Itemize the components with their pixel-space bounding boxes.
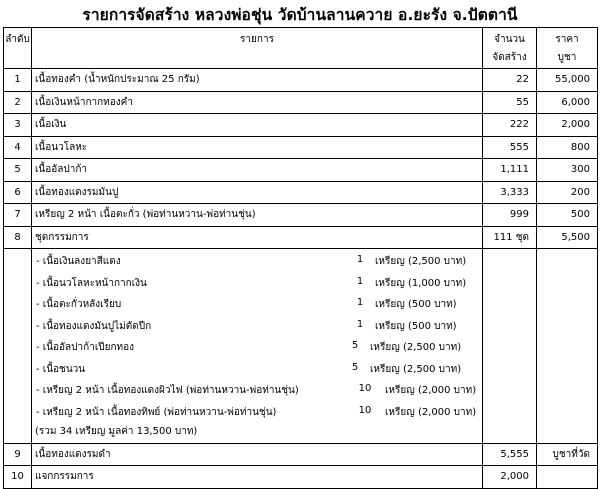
row-item: เหรียญ 2 หน้า เนื้อตะกั่ว (พ่อท่านหวาน-พ่อท่านชุ่น) xyxy=(32,204,483,227)
row-price xyxy=(537,466,598,489)
row-no: 10 xyxy=(4,466,32,489)
row-item: เนื้ออัลปาก้า xyxy=(32,159,483,182)
set-item-price-cell xyxy=(537,378,598,400)
set-item-row xyxy=(4,314,598,336)
set-item-name: - เนื้อเงินลงยาสีแดง xyxy=(36,256,121,267)
set-item-row xyxy=(4,292,598,314)
set-item-price-cell xyxy=(537,271,598,293)
set-item-detail: เหรียญ (2,500 บาท) xyxy=(375,256,467,267)
set-item-cell xyxy=(32,378,483,400)
set-item-detail: เหรียญ (2,000 บาท) xyxy=(385,406,477,418)
row-price: บูชาที่วัด xyxy=(537,443,598,466)
header-qty-line2: จัดสร้าง xyxy=(492,52,527,63)
set-item-qty-cell xyxy=(483,292,537,314)
set-item-cell xyxy=(32,335,483,357)
row-price: 200 xyxy=(537,181,598,204)
set-item-name: - เนื้อนวโลหะหน้ากากเงิน xyxy=(36,277,147,289)
row-qty: 999 xyxy=(483,204,537,227)
row-item: เนื้อทองคำ (น้ำหนักประมาณ 25 กรัม) xyxy=(32,69,483,92)
set-item-no-cell xyxy=(4,314,32,336)
set-item-count: 1 xyxy=(356,318,364,330)
set-item-qty-cell xyxy=(483,314,537,336)
set-item-price-cell xyxy=(537,357,598,379)
header-price-line1: ราคา xyxy=(555,34,579,45)
set-item-no-cell xyxy=(4,400,32,422)
table-row xyxy=(4,159,598,182)
table-row xyxy=(4,181,598,204)
row-no: 4 xyxy=(4,136,32,159)
set-item-count: 5 xyxy=(351,340,359,351)
set-item-cell xyxy=(32,249,483,271)
set-item-name: - เหรียญ 2 หน้า เนื้อทองทิพย์ (พ่อท่านหวาน-พ่อท่านชุ่น) xyxy=(36,406,277,418)
row-price: 55,000 xyxy=(537,69,598,92)
table-header xyxy=(4,28,598,69)
table-row xyxy=(4,136,598,159)
row-qty: 555 xyxy=(483,136,537,159)
row-no: 3 xyxy=(4,114,32,137)
header-qty-line1: จำนวน xyxy=(494,34,525,45)
set-item-price-cell xyxy=(537,335,598,357)
set-item-count: 5 xyxy=(351,361,359,373)
set-item-detail: เหรียญ (1,000 บาท) xyxy=(375,277,467,289)
set-summary-no-cell xyxy=(4,421,32,443)
set-item-cell xyxy=(32,314,483,336)
set-item-qty-cell xyxy=(483,357,537,379)
set-item-name: - เนื้อทองแดงมันปูไม่ตัดปีก xyxy=(36,320,152,332)
row-qty: 22 xyxy=(483,69,537,92)
set-item-detail: เหรียญ (2,500 บาท) xyxy=(370,363,462,375)
set-item-count: 1 xyxy=(356,275,364,287)
set-item-row xyxy=(4,378,598,400)
set-item-detail: เหรียญ (500 บาท) xyxy=(375,299,457,310)
row-item: เนื้อเงิน xyxy=(32,114,483,137)
set-item-no-cell xyxy=(4,271,32,293)
set-item-name: - เหรียญ 2 หน้า เนื้อทองแดงผิวไฟ (พ่อท่านหวาน-พ่อท่านชุ่น) xyxy=(36,385,299,396)
set-item-no-cell xyxy=(4,292,32,314)
set-item-row xyxy=(4,249,598,271)
set-item-price-cell xyxy=(537,314,598,336)
set-item-cell xyxy=(32,271,483,293)
set-item-qty-cell xyxy=(483,249,537,271)
header-price-line2: บูชา xyxy=(557,52,577,63)
row-item: เนื้อนวโลหะ xyxy=(32,136,483,159)
table-row xyxy=(4,204,598,227)
row-no: 8 xyxy=(4,226,32,249)
table-row xyxy=(4,443,598,466)
set-item-qty-cell xyxy=(483,400,537,422)
row-qty: 3,333 xyxy=(483,181,537,204)
row-price: 6,000 xyxy=(537,91,598,114)
row-price: 300 xyxy=(537,159,598,182)
set-summary-qty-cell xyxy=(483,421,537,443)
set-item-no-cell xyxy=(4,378,32,400)
row-item: ชุดกรรมการ xyxy=(32,226,483,249)
set-item-name: - เนื้อตะกั่วหลังเรียบ xyxy=(36,299,122,310)
row-qty: 1,111 xyxy=(483,159,537,182)
row-qty: 222 xyxy=(483,114,537,137)
row-no: 7 xyxy=(4,204,32,227)
set-item-row xyxy=(4,271,598,293)
table-row xyxy=(4,114,598,137)
set-item-count: 10 xyxy=(358,383,372,394)
row-no: 9 xyxy=(4,443,32,466)
page-title: รายการจัดสร้าง หลวงพ่อชุ่น วัดบ้านลานควาย อ.ยะรัง จ.ปัตตานี xyxy=(82,6,518,24)
table-row xyxy=(4,226,598,249)
set-item-cell xyxy=(32,400,483,422)
row-item: เนื้อทองแดงรมมันปู xyxy=(32,181,483,204)
header-qty xyxy=(483,28,537,69)
row-no: 6 xyxy=(4,181,32,204)
set-item-no-cell xyxy=(4,335,32,357)
header-price xyxy=(537,28,598,69)
set-summary-row xyxy=(4,421,598,443)
set-item-count: 1 xyxy=(356,254,364,265)
set-item-qty-cell xyxy=(483,271,537,293)
row-price: 5,500 xyxy=(537,226,598,249)
row-item: แจกกรรมการ xyxy=(32,466,483,489)
row-price: 500 xyxy=(537,204,598,227)
set-item-detail: เหรียญ (500 บาท) xyxy=(375,320,457,332)
table-row xyxy=(4,466,598,489)
set-item-qty-cell xyxy=(483,378,537,400)
set-item-name: - เนื้อชนวน xyxy=(36,363,86,375)
set-item-qty-cell xyxy=(483,335,537,357)
set-item-cell xyxy=(32,292,483,314)
row-qty: 2,000 xyxy=(483,466,537,489)
set-item-detail: เหรียญ (2,000 บาท) xyxy=(385,385,477,396)
row-price: 2,000 xyxy=(537,114,598,137)
row-qty: 111 ชุด xyxy=(483,226,537,249)
set-summary-price-cell xyxy=(537,421,598,443)
row-qty: 5,555 xyxy=(483,443,537,466)
row-no: 2 xyxy=(4,91,32,114)
header-item: รายการ xyxy=(32,28,483,69)
set-summary: (รวม 34 เหรียญ มูลค่า 13,500 บาท) xyxy=(32,421,483,443)
row-item: เนื้อทองแดงรมดำ xyxy=(32,443,483,466)
set-item-count: 1 xyxy=(356,297,364,308)
row-no: 1 xyxy=(4,69,32,92)
set-item-row xyxy=(4,335,598,357)
set-item-row xyxy=(4,400,598,422)
row-qty: 55 xyxy=(483,91,537,114)
set-item-price-cell xyxy=(537,292,598,314)
set-item-no-cell xyxy=(4,357,32,379)
table-row xyxy=(4,69,598,92)
set-item-no-cell xyxy=(4,249,32,271)
set-item-row xyxy=(4,357,598,379)
set-item-name: - เนื้ออัลปาก้าเปียกทอง xyxy=(36,342,134,353)
item-table xyxy=(3,27,598,489)
set-item-price-cell xyxy=(537,249,598,271)
header-no: ลำดับ xyxy=(4,28,32,69)
row-item: เนื้อเงินหน้ากากทองคำ xyxy=(32,91,483,114)
table-row xyxy=(4,91,598,114)
row-price: 800 xyxy=(537,136,598,159)
set-item-detail: เหรียญ (2,500 บาท) xyxy=(370,342,462,353)
set-item-count: 10 xyxy=(358,404,372,416)
set-item-price-cell xyxy=(537,400,598,422)
row-no: 5 xyxy=(4,159,32,182)
set-item-cell xyxy=(32,357,483,379)
